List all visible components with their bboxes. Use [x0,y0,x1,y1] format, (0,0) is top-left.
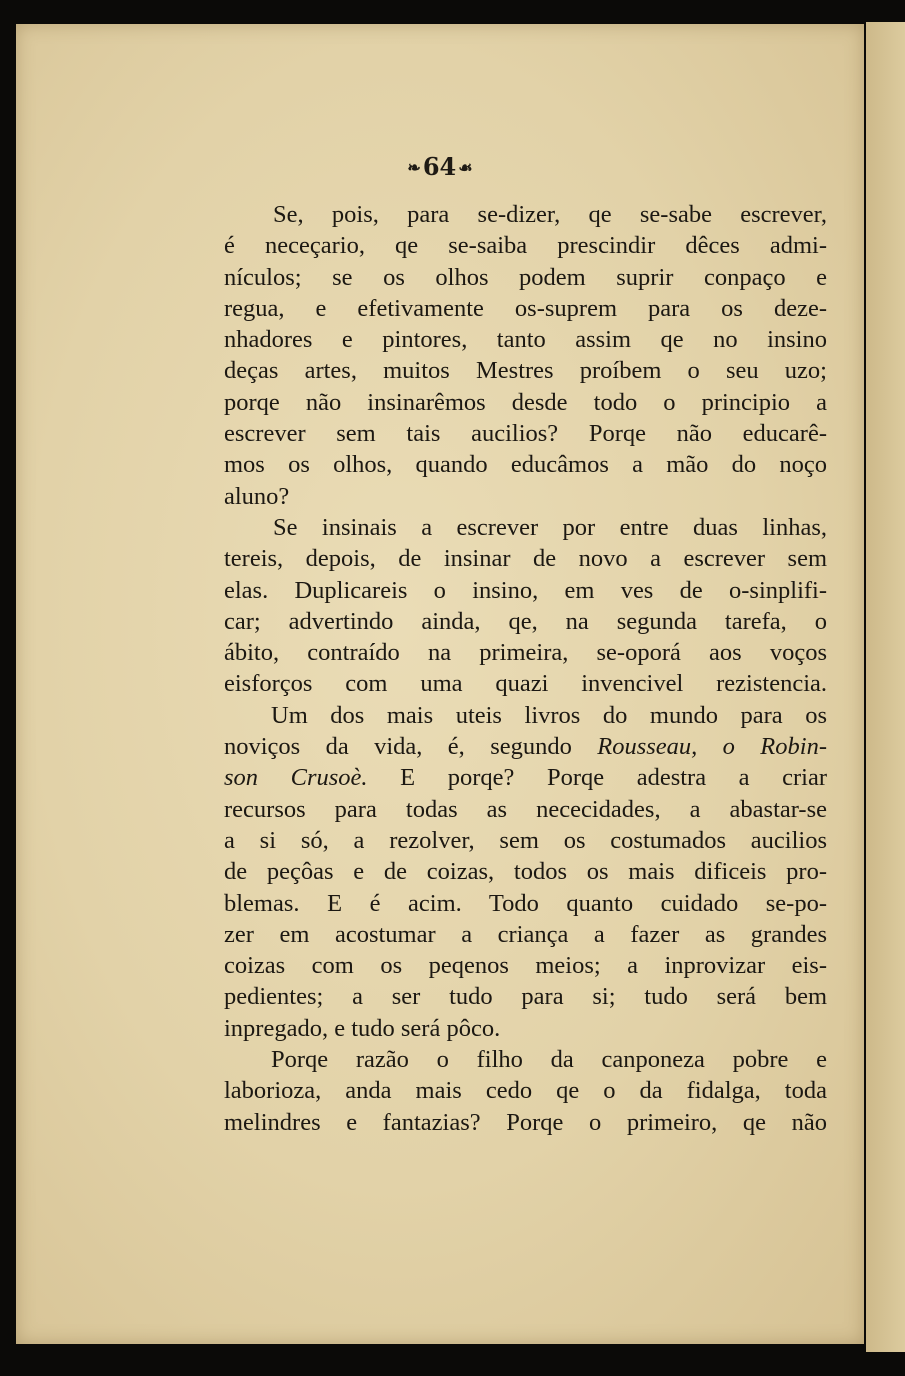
page-number-header [16,152,864,181]
text-line: inpregado, e tudo será pôco. [224,1014,501,1042]
italic-reference: son Crusoè. [224,764,368,792]
text-line: ábito, contraído na primeira, se-oporá aos voços [224,639,827,667]
text-line: é neceçario, qe se-saiba prescindir dêces admi- [224,232,827,260]
text-line: mos os olhos, quando educâmos a mão do noço [224,451,827,479]
text-line: Se, pois, para se-dizer, qe se-sabe escrever, [273,201,827,228]
text-line: pedientes; a ser tudo para si; tudo será bem [224,983,827,1011]
text-line: recursos para todas as nececidades, a abastar-se [224,795,827,823]
text-line: Um dos mais uteis livros do mundo para os [271,701,827,729]
text-line: melindres e fantazias? Porqe o primeiro, qe não [224,1108,827,1136]
book-page [16,24,864,1344]
text-line: regua, e efetivamente os-suprem para os deze- [224,294,827,322]
text-line: de peçôas e de coizas, todos os mais dificeis pro- [224,858,827,886]
text-line: deças artes, muitos Mestres proíbem o seu uzo; [224,357,827,385]
text-line: porqe não insinarêmos desde todo o principio a [224,388,827,416]
text-line: eisforços com uma quazi invencivel rezistencia. [224,670,827,698]
text-line: coizas com os peqenos meios; a inprovizar eis- [224,952,827,980]
text-segment: noviços da vida, é, segundo [224,733,572,761]
text-line: Se insinais a escrever por entre duas linhas, [273,513,827,541]
text-line: Porqe razão o filho da canponeza pobre e [271,1046,827,1074]
page-number: 64 [422,152,457,181]
text-line: a si só, a rezolver, sem os costumados aucilios [224,826,827,854]
text-line: aluno? [224,482,290,510]
text-segment: E porqe? Porqe adestra a criar [367,764,827,792]
italic-reference: Rousseau, o Robin- [597,733,827,761]
left-ornament-icon: ❧ [407,158,421,177]
text-line: elas. Duplicareis o insino, em ves de o-sinplifi- [224,576,827,604]
next-page-edge [866,22,905,1352]
text-line [224,731,827,762]
page-body-text [224,199,827,1138]
text-line: escrever sem tais aucilios? Porqe não educarê- [224,420,827,448]
text-line: car; advertindo ainda, qe, na segunda tarefa, o [224,607,827,635]
text-line: nhadores e pintores, tanto assim qe no insino [224,326,827,354]
text-line: zer em acostumar a criança a fazer as grandes [224,920,827,948]
text-line: tereis, depois, de insinar de novo a escrever sem [224,545,827,573]
text-line: blemas. E é acim. Todo quanto cuidado se-po- [224,889,827,917]
text-line: nículos; se os olhos podem suprir conpaço e [224,263,827,291]
text-line [224,762,827,793]
text-line: laborioza, anda mais cedo qe o da fidalga, toda [224,1077,827,1105]
right-ornament-icon: ☙ [458,158,473,177]
